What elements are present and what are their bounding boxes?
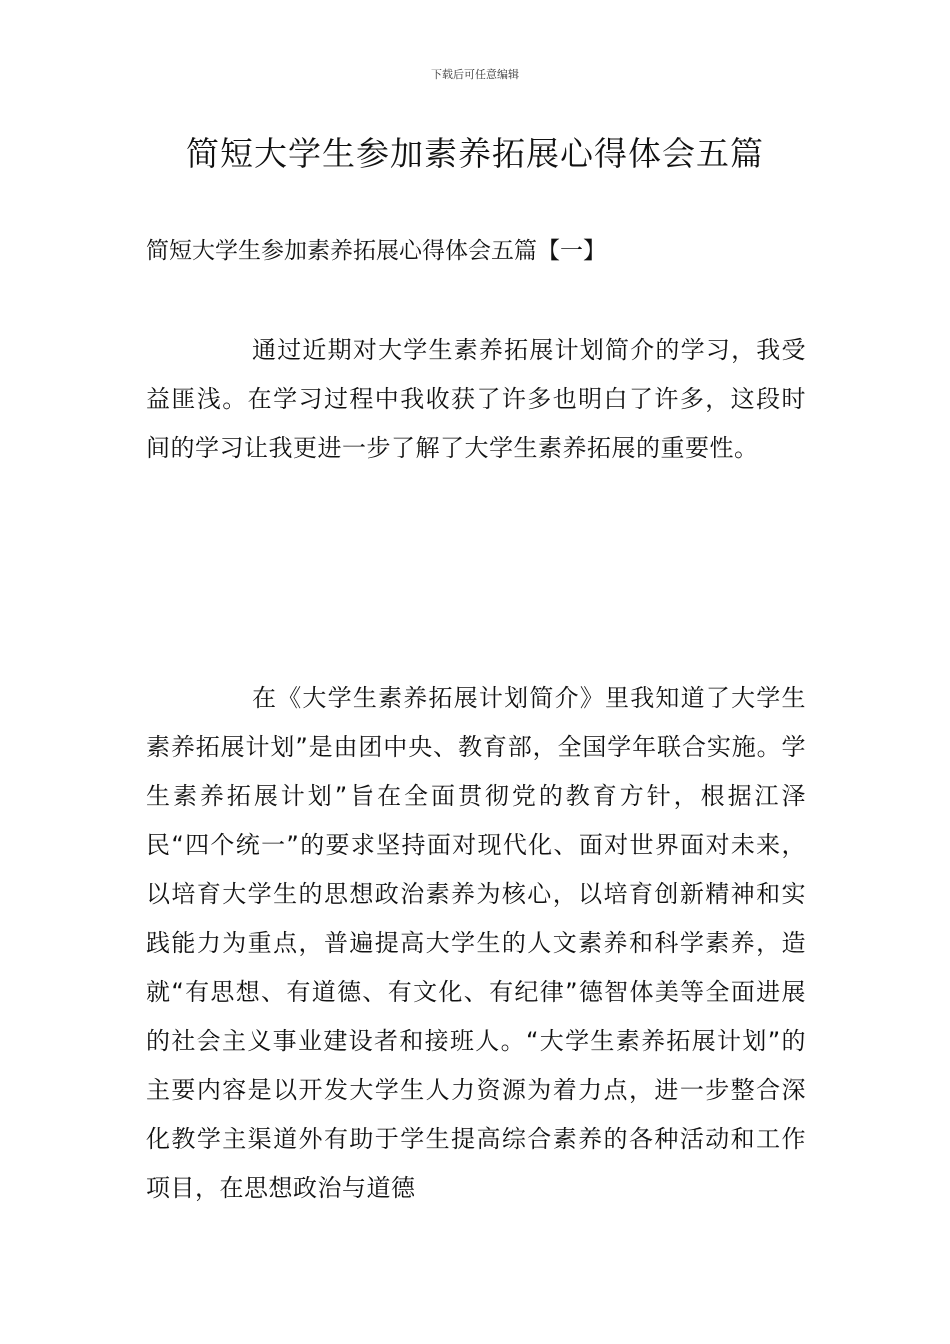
paragraph: 通过近期对大学生素养拓展计划简介的学习，我受益匪浅。在学习过程中我收获了许多也明白了许多，这段时间的学习让我更进一步了解了大学生素养拓展的重要性。 <box>146 336 806 462</box>
paragraph: 在《大学生素养拓展计划简介》里我知道了大学生素养拓展计划”是由团中央、教育部，全国学年联合实施。学生素养拓展计划”旨在全面贯彻党的教育方针，根据江泽民“四个统一”的要求坚持面对现代化、面对世界面对未来，以培育大学生的思想政治素养为核心，以培育创新精神和实践能力为重点，普遍提高大学生的人文素养和科学素养，造就“有思想、有道德、有文化、有纪律”德智体美等全面进展的社会主义事业建设者和接班人。“大学生素养拓展计划”的主要内容是以开发大学生人力资源为着力点，进一步整合深化教学主渠道外有助于学生提高综合素养的各种活动和工作项目，在思想政治与道德 <box>146 684 806 1202</box>
section-heading: 简短大学生参加素养拓展心得体会五篇【一】 <box>146 238 606 264</box>
header-note: 下载后可任意编辑 <box>431 68 519 81</box>
document-title: 简短大学生参加素养拓展心得体会五篇 <box>186 134 764 173</box>
